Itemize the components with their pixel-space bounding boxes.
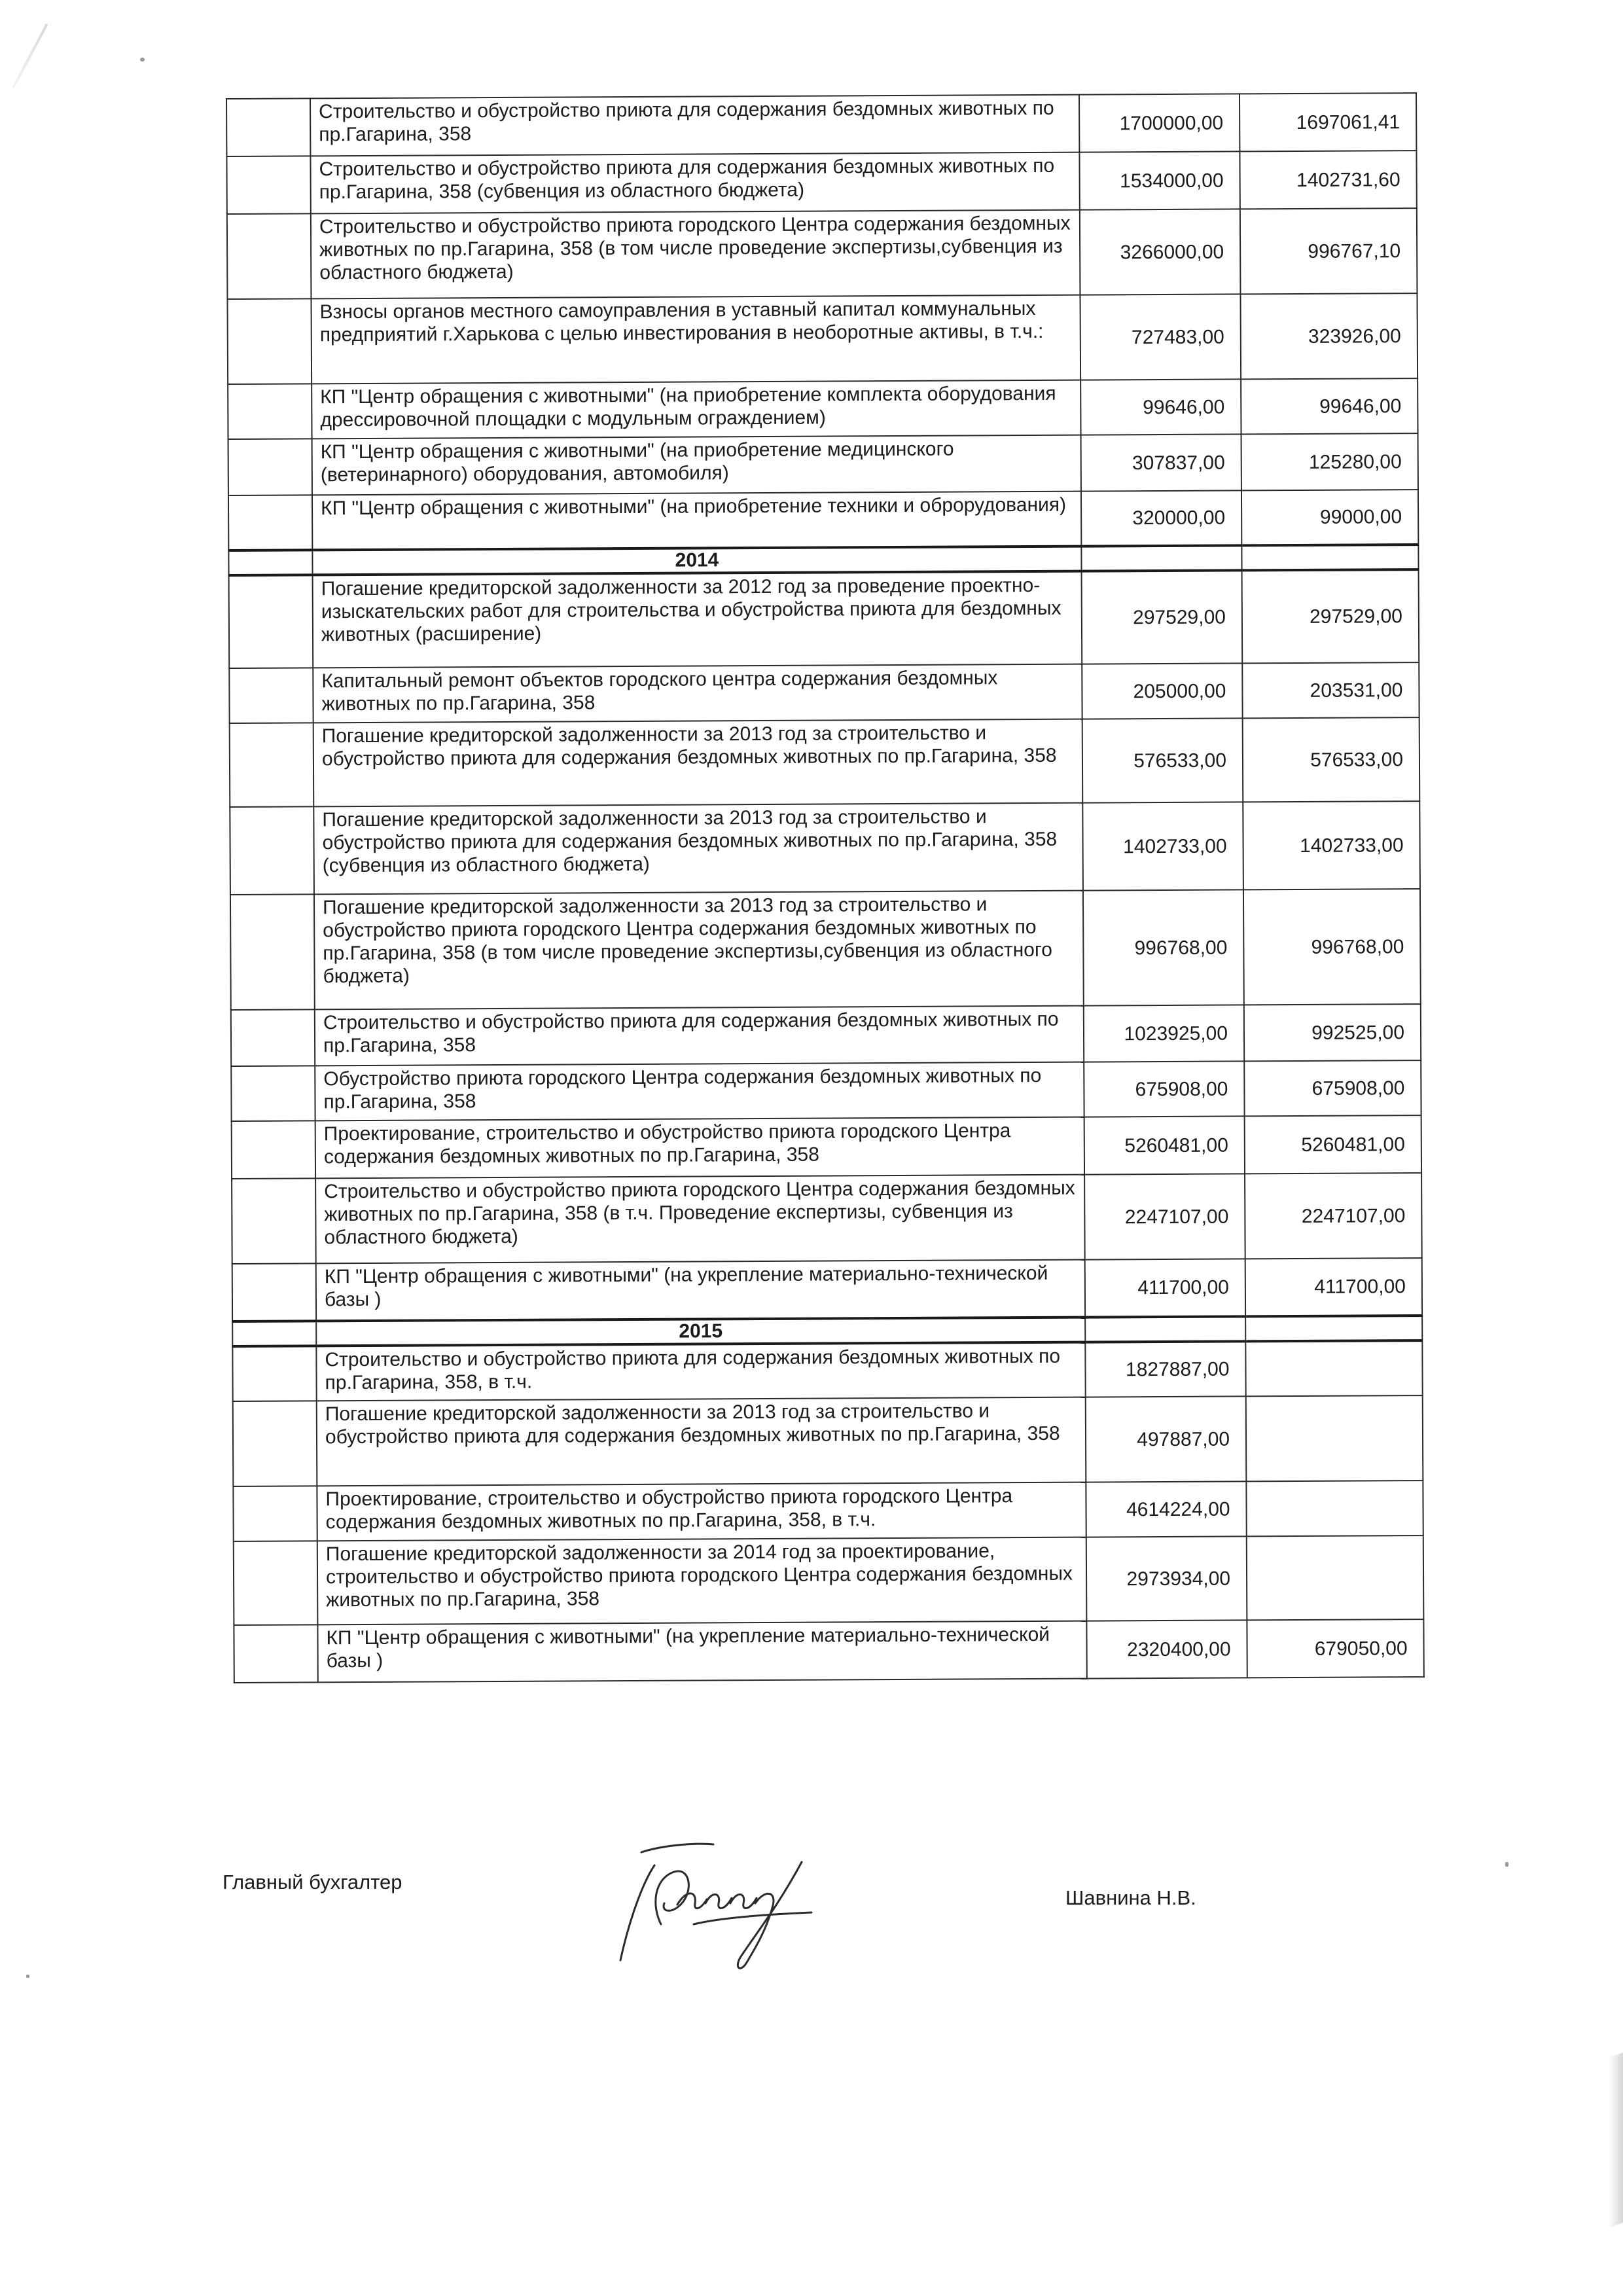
description-cell: Погашение кредиторской задолженности за 2013 год за строительство и обустройство приюта для содержания бездомных животных по пр.Гагарина, 358 (субвенция из областного бюджета): [313, 803, 1083, 895]
scan-artifact-dot: [26, 1975, 29, 1978]
planned-amount-cell: 99646,00: [1080, 379, 1241, 435]
description-cell: Погашение кредиторской задолженности за 2013 год за строительство и обустройство приюта для содержания бездомных животных по пр.Гагарина, 358: [313, 719, 1083, 807]
planned-amount-cell: 497887,00: [1086, 1396, 1247, 1482]
table-row: [226, 151, 1416, 214]
planned-amount-cell: 205000,00: [1082, 663, 1242, 719]
amount-cell: [1081, 545, 1241, 571]
actual-amount-cell: 996767,10: [1240, 208, 1418, 294]
description-cell: Строительство и обустройство приюта для содержания бездомных животных по пр.Гагарина, 358: [315, 1006, 1084, 1066]
scan-artifact-stroke: [12, 24, 48, 88]
actual-amount-cell: 297529,00: [1242, 569, 1419, 663]
actual-amount-cell: 996768,00: [1243, 889, 1421, 1005]
description-cell: Строительство и обустройство приюта для содержания бездомных животных по пр.Гагарина, 358: [310, 95, 1079, 156]
planned-amount-cell: 5260481,00: [1084, 1116, 1245, 1174]
description-cell: Взносы органов местного самоуправления в уставный капитал коммунальных предприятий г.Харькова с целью инвестирования в необоротные активы, в т.ч.:: [311, 295, 1080, 384]
description-cell: Проектирование, строительство и обустройство приюта городского Центра содержания бездомных животных по пр.Гагарина, 358, в т.ч.: [317, 1482, 1086, 1541]
planned-amount-cell: 2973934,00: [1086, 1536, 1247, 1621]
actual-amount-cell: 411700,00: [1245, 1258, 1422, 1316]
actual-amount-cell: 125280,00: [1241, 433, 1418, 490]
table-row: [234, 1619, 1423, 1683]
scan-artifact-dot: [140, 58, 145, 62]
planned-amount-cell: 1534000,00: [1079, 151, 1240, 209]
actual-amount-cell: [1246, 1480, 1423, 1536]
description-cell: Строительство и обустройство приюта городского Центра содержания бездомных животных по пр.Гагарина, 358 (в т.ч. Проведение експертизы, субвенция из областного бюджета): [315, 1175, 1085, 1264]
planned-amount-cell: 727483,00: [1080, 294, 1241, 380]
actual-amount-cell: 992525,00: [1244, 1004, 1421, 1061]
actual-amount-cell: 1402733,00: [1243, 801, 1420, 889]
actual-amount-cell: [1246, 1395, 1423, 1481]
planned-amount-cell: 1402733,00: [1082, 802, 1243, 890]
number-cell: [232, 1121, 315, 1179]
number-cell: [226, 98, 310, 156]
table-row: [232, 1115, 1421, 1179]
planned-amount-cell: 675908,00: [1084, 1061, 1244, 1117]
expenditure-table-body: [226, 93, 1424, 1683]
description-cell: Погашение кредиторской задолженности за 2013 год за строительство и обустройство приюта городского Центра содержания бездомных животных по пр.Гагарина, 358 (в том числе проведение экспертизы,субвенция из областного бюджета): [314, 891, 1084, 1010]
actual-amount-cell: 679050,00: [1247, 1619, 1423, 1677]
table-row: [234, 1535, 1424, 1625]
actual-amount-cell: 99000,00: [1241, 490, 1418, 545]
table-row: [230, 889, 1421, 1010]
number-cell: [226, 156, 310, 214]
table-row: [229, 569, 1419, 668]
amount-cell: [1085, 1316, 1245, 1342]
number-cell: [228, 550, 312, 575]
description-cell: КП "Центр обращения с животными" (на укрепление материально-технической базы ): [317, 1621, 1086, 1683]
table-row: [227, 208, 1418, 299]
number-cell: [234, 1541, 318, 1625]
number-cell: [233, 1486, 317, 1541]
amount-cell: [1241, 545, 1418, 570]
table-row: [231, 1004, 1421, 1066]
actual-amount-cell: 1402731,60: [1240, 151, 1416, 209]
table-row: [232, 1340, 1422, 1401]
number-cell: [227, 213, 312, 299]
actual-amount-cell: 675908,00: [1244, 1060, 1421, 1116]
table-row: [231, 1060, 1421, 1121]
number-cell: [229, 575, 313, 668]
table-row: [232, 1173, 1422, 1264]
scan-artifact-dot: [1505, 1862, 1508, 1867]
description-cell: Погашение кредиторской задолженности за 2012 год за проведение проектно-изыскательских работ для строительства и обустройства приюта для бездомных животных (расширение): [313, 571, 1082, 668]
table-row: [232, 1258, 1422, 1321]
handwritten-signature: [615, 1826, 831, 1977]
table-row: [228, 490, 1418, 550]
planned-amount-cell: 996768,00: [1083, 889, 1244, 1005]
planned-amount-cell: 3266000,00: [1080, 209, 1241, 295]
planned-amount-cell: 2320400,00: [1086, 1620, 1247, 1678]
actual-amount-cell: 576533,00: [1243, 717, 1420, 802]
planned-amount-cell: 1023925,00: [1084, 1005, 1244, 1062]
number-cell: [232, 1178, 316, 1264]
planned-amount-cell: 2247107,00: [1084, 1174, 1245, 1259]
actual-amount-cell: 2247107,00: [1245, 1173, 1422, 1259]
planned-amount-cell: 320000,00: [1081, 490, 1241, 546]
planned-amount-cell: 411700,00: [1085, 1259, 1245, 1317]
description-cell: КП "Центр обращения с животными" (на укрепление материально-технической базы ): [316, 1260, 1085, 1321]
number-cell: [229, 668, 313, 723]
planned-amount-cell: 307837,00: [1081, 434, 1241, 491]
expenditure-table: [226, 92, 1425, 1683]
table-row: [233, 1395, 1423, 1486]
description-cell: Погашение кредиторской задолженности за 2013 год за строительство и обустройство приюта для содержания бездомных животных по пр.Гагарина, 358: [317, 1397, 1086, 1486]
number-cell: [230, 894, 315, 1010]
number-cell: [228, 495, 312, 550]
description-cell: Строительство и обустройство приюта для содержания бездомных животных по пр.Гагарина, 358 (субвенция из областного бюджета): [310, 152, 1079, 214]
description-cell: Капитальный ремонт объектов городского центра содержания бездомных животных по пр.Гагарина, 358: [313, 664, 1082, 723]
number-cell: [230, 806, 314, 895]
planned-amount-cell: 297529,00: [1082, 570, 1243, 664]
table-row: [228, 378, 1418, 439]
description-cell: КП "Центр обращения с животными" (на приобретение техники и оброрудования): [312, 492, 1081, 550]
table-row: [228, 293, 1418, 384]
planned-amount-cell: 1827887,00: [1085, 1341, 1245, 1397]
planned-amount-cell: 576533,00: [1082, 718, 1243, 802]
planned-amount-cell: 1700000,00: [1079, 94, 1240, 152]
actual-amount-cell: [1245, 1340, 1422, 1396]
table-row: [233, 1480, 1423, 1541]
actual-amount-cell: 5260481,00: [1245, 1115, 1421, 1174]
planned-amount-cell: 4614224,00: [1086, 1481, 1246, 1537]
number-cell: [231, 1066, 315, 1121]
number-cell: [232, 1321, 316, 1346]
number-cell: [231, 1009, 315, 1066]
number-cell: [233, 1401, 317, 1486]
table-row: [230, 717, 1420, 807]
year-label: 2014: [312, 547, 1081, 575]
table-row: [229, 662, 1419, 723]
table-row: [226, 93, 1416, 156]
number-cell: [234, 1624, 317, 1683]
actual-amount-cell: 1697061,41: [1240, 93, 1416, 151]
number-cell: [228, 439, 312, 495]
actual-amount-cell: 323926,00: [1240, 293, 1418, 379]
description-cell: Проектирование, строительство и обустройство приюта городского Центра содержания бездомных животных по пр.Гагарина, 358: [315, 1117, 1084, 1179]
year-label: 2015: [316, 1318, 1085, 1346]
amount-cell: [1245, 1316, 1422, 1341]
number-cell: [228, 298, 312, 384]
signer-name: Шавнина Н.В.: [1065, 1886, 1196, 1909]
description-cell: Строительство и обустройство приюта для содержания бездомных животных по пр.Гагарина, 358, в т.ч.: [316, 1342, 1085, 1401]
description-cell: Погашение кредиторской задолженности за 2014 год за проектирование, строительство и обустройство приюта городского Центра содержания бездомных животных по пр.Гагарина, 358: [317, 1537, 1087, 1625]
number-cell: [232, 1346, 316, 1401]
scan-edge-shadow: [1609, 2053, 1623, 2228]
actual-amount-cell: 203531,00: [1242, 662, 1419, 718]
description-cell: КП "Центр обращения с животными" (на приобретение медицинского (ветеринарного) оборудования, автомобиля): [312, 435, 1081, 495]
actual-amount-cell: [1247, 1535, 1424, 1620]
table-row: [230, 801, 1420, 895]
description-cell: Обустройство приюта городского Центра содержания бездомных животных по пр.Гагарина, 358: [315, 1062, 1084, 1121]
description-cell: КП "Центр обращения с животными" (на приобретение комплекта оборудования дрессировочной площадки с модульным ограждением): [312, 380, 1080, 439]
number-cell: [232, 1263, 316, 1321]
number-cell: [228, 384, 312, 439]
number-cell: [230, 723, 314, 807]
description-cell: Строительство и обустройство приюта городского Центра содержания бездомных животных по пр.Гагарина, 358 (в том числе проведение экспертизы,субвенция из областного бюджета): [311, 210, 1080, 299]
chief-accountant-label: Главный бухгалтер: [223, 1871, 402, 1893]
actual-amount-cell: 99646,00: [1241, 378, 1418, 434]
table-row: [228, 433, 1418, 495]
